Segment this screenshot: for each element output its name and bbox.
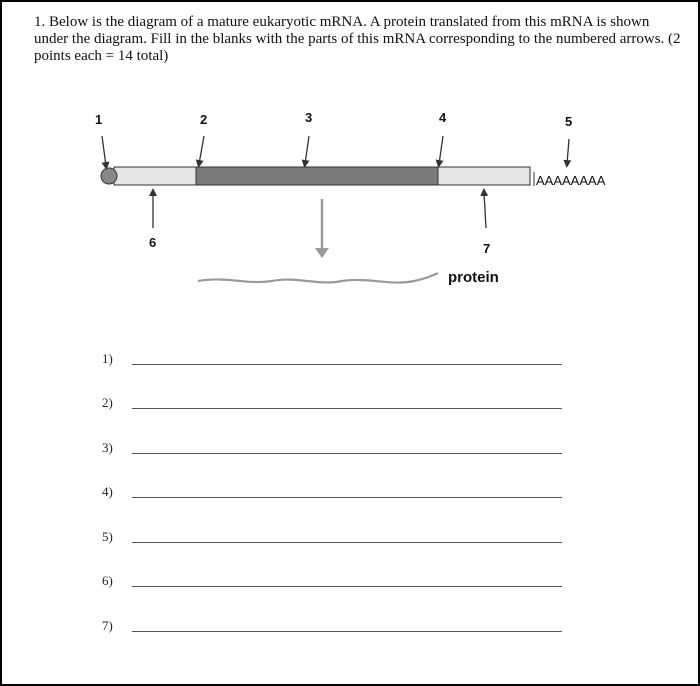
answer-line[interactable] [132, 497, 562, 498]
arrow-label-4: 4 [439, 110, 447, 125]
arrow-1 [102, 136, 106, 166]
answer-line[interactable] [132, 408, 562, 409]
arrow-3 [305, 136, 309, 164]
arrow-label-7: 7 [483, 241, 491, 256]
mrna-diagram [2, 2, 698, 322]
answer-number: 2) [102, 395, 113, 410]
five-prime-utr-segment [114, 167, 196, 185]
answer-line[interactable] [132, 542, 562, 543]
three-prime-utr-segment [438, 167, 530, 185]
arrow-4 [439, 136, 443, 164]
arrow-label-3: 3 [305, 110, 313, 125]
translation-arrowhead [315, 248, 329, 258]
answer-row-2 [102, 391, 562, 413]
arrow-5 [567, 139, 569, 164]
arrow-7 [484, 192, 486, 228]
five-prime-cap [101, 168, 117, 184]
answer-row-5 [102, 525, 562, 547]
question-text: 1. Below is the diagram of a mature eukaryotic mRNA. A protein translated from this mRNA is shown under the diagram. Fill in the blanks with the parts of this mRNA corresponding to the numbered arrows. (2 points each = 14 total) [34, 14, 681, 64]
arrow-2 [199, 136, 204, 164]
answer-row-1 [102, 347, 562, 369]
answer-line[interactable] [132, 631, 562, 632]
answer-line[interactable] [132, 586, 562, 587]
answer-row-6 [102, 569, 562, 591]
poly-a-tail: AAAAAAAA [536, 173, 606, 188]
arrow-label-5: 5 [565, 114, 573, 129]
coding-region-segment [196, 167, 438, 185]
answer-row-4 [102, 480, 562, 502]
arrow-label-6: 6 [149, 235, 157, 250]
answer-line[interactable] [132, 364, 562, 365]
answer-number: 5) [102, 529, 113, 544]
answer-number: 3) [102, 440, 113, 455]
answer-line[interactable] [132, 453, 562, 454]
worksheet-page [2, 2, 698, 684]
answer-number: 6) [102, 573, 113, 588]
answer-number: 1) [102, 351, 113, 366]
answer-number: 4) [102, 484, 113, 499]
protein-chain [198, 273, 438, 283]
answer-number: 7) [102, 618, 113, 633]
arrow-label-2: 2 [200, 112, 208, 127]
answer-row-7 [102, 614, 562, 636]
arrow-label-1: 1 [95, 112, 103, 127]
answer-row-3 [102, 436, 562, 458]
protein-label: protein [448, 269, 499, 286]
